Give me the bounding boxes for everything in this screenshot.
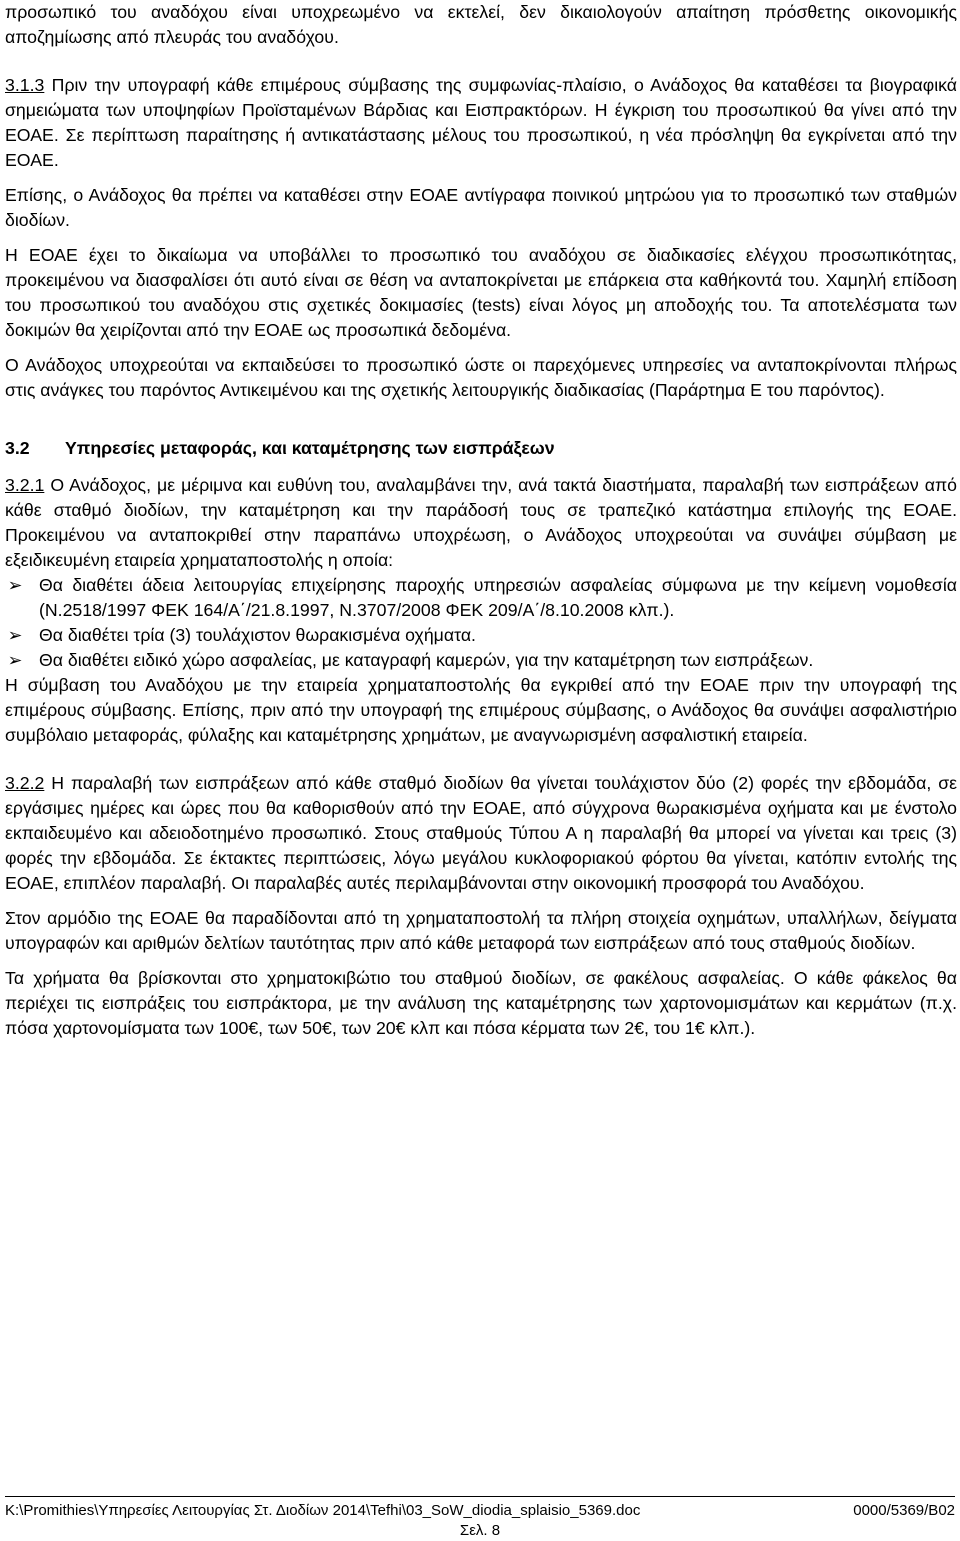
section-3-1-3-text: Πριν την υπογραφή κάθε επιμέρους σύμβασης της συμφωνίας-πλαίσιο, ο Ανάδοχος θα καταθέσει τα βιογραφικά σημειώματα των υποψηφίων Προϊσταμένων Βάρδιας και Εισπρακτόρων. Η έγκριση του προσωπικού θα γίνει από την ΕΟΑΕ. Σε περίπτωση παραίτησης ή αντικατάστασης μέλους του προσωπικού, η νέα πρόσληψη θα εγκρίνεται από την ΕΟΑΕ. <box>5 75 957 170</box>
document-body <box>5 0 957 1041</box>
personality-tests-paragraph: Η ΕΟΑΕ έχει το δικαίωμα να υποβάλλει το προσωπικό του αναδόχου σε διαδικασίες ελέγχου προσωπικότητας, προκειμένου να διασφαλίσει ότι αυτό είναι σε θέση να ανταποκρίνεται με επάρκεια στα καθήκοντά του. Χαμηλή επίδοση του προσωπικού του αναδόχου στις σχετικές δοκιμασίες (tests) είναι λόγος μη αποδοχής του. Τα αποτελέσματα των δοκιμών θα χειρίζονται από την ΕΟΑΕ ως προσωπικά δεδομένα. <box>5 245 957 340</box>
contract-approval-paragraph: Η σύμβαση του Αναδόχου με την εταιρεία χρηματαποστολής θα εγκριθεί από την ΕΟΑΕ πριν την υπογραφή της επιμέρους σύμβασης. Επίσης, πριν από την υπογραφή της επιμέρους σύμβασης, ο Ανάδοχος θα συνάψει ασφαλιστήριο συμβόλαιο μεταφοράς, φύλαξης και καταμέτρησης χρημάτων, με αναγνωρισμένη ασφαλιστική εταιρεία. <box>5 675 957 745</box>
section-3-2-1-text: Ο Ανάδοχος, με μέριμνα και ευθύνη του, αναλαμβάνει την, ανά τακτά διαστήματα, παραλαβή των εισπράξεων από κάθε σταθμό διοδίων, την καταμέτρηση και την παράδοσή τους σε τραπεζικό κατάστημα επιλογής της ΕΟΑΕ. Προκειμένου να ανταποκριθεί στην παραπάνω υποχρέωση, ο Ανάδοχος υποχρεούται να συνάψει σύμβαση με εξειδικευμένη εταιρεία χρηματαποστολής η οποία: <box>5 475 957 570</box>
section-3-2-heading <box>5 436 957 461</box>
section-3-2-2-paragraph <box>5 771 957 896</box>
training-paragraph: Ο Ανάδοχος υποχρεούται να εκπαιδεύσει το προσωπικό ώστε οι παρεχόμενες υπηρεσίες να ανταποκρίνονται πλήρως στις ανάγκες του παρόντος Αντικειμένου και της σχετικής λειτουργικής διαδικασίας (Παράρτημα Ε του παρόντος). <box>5 355 957 400</box>
section-3-1-3-number: 3.1.3 <box>5 75 45 95</box>
section-3-1-3-paragraph <box>5 73 957 173</box>
list-item <box>5 648 957 673</box>
list-item-text: Θα διαθέτει άδεια λειτουργίας επιχείρησης παροχής υπηρεσιών ασφαλείας σύμφωνα με την κείμενη νομοθεσία (Ν.2518/1997 ΦΕΚ 164/Α΄/21.8.1997, Ν.3707/2008 ΦΕΚ 209/Α΄/8.10.2008 κλπ.). <box>39 575 957 620</box>
intro-paragraph: προσωπικό του αναδόχου είναι υποχρεωμένο να εκτελεί, δεν δικαιολογούν απαίτηση πρόσθετης οικονομικής αποζημίωσης από πλευράς του αναδόχου. <box>5 2 957 47</box>
footer-divider <box>5 1496 955 1497</box>
section-3-2-title: Υπηρεσίες μεταφοράς, και καταμέτρησης των εισπράξεων <box>65 438 555 458</box>
criminal-record-paragraph: Επίσης, ο Ανάδοχος θα πρέπει να καταθέσει στην ΕΟΑΕ αντίγραφα ποινικού μητρώου για το προσωπικό των σταθμών διοδίων. <box>5 185 957 230</box>
arrow-bullet-icon: ➢ <box>7 650 23 670</box>
officer-delivery-paragraph: Στον αρμόδιο της ΕΟΑΕ θα παραδίδονται από τη χρηματαποστολή τα πλήρη στοιχεία οχημάτων, υπαλλήλων, δείγματα υπογραφών και αριθμών δελτίων ταυτότητας πριν από κάθε μεταφορά των εισπράξεων από τους σταθμούς διοδίων. <box>5 908 957 953</box>
list-item-text: Θα διαθέτει τρία (3) τουλάχιστον θωρακισμένα οχήματα. <box>39 625 476 645</box>
section-3-2-number: 3.2 <box>5 438 30 458</box>
list-item <box>5 573 957 623</box>
section-3-2-1-number: 3.2.1 <box>5 475 45 495</box>
section-3-2-2-text: Η παραλαβή των εισπράξεων από κάθε σταθμό διοδίων θα γίνεται τουλάχιστον δύο (2) φορές την εβδομάδα, σε εργάσιμες ημέρες και ώρες που θα καθορισθούν από την ΕΟΑΕ, από σύγχρονα θωρακισμένα οχήματα και με ένστολο εκπαιδευμένο και αδειοδοτημένο προσωπικό. Στους σταθμούς Τύπου Α η παραλαβή θα μπορεί να γίνεται και τρεις (3) φορές την εβδομάδα. Σε έκτακτες περιπτώσεις, λόγω μεγάλου κυκλοφοριακού φόρτου θα γίνεται, κατόπιν εντολής της ΕΟΑΕ, επιπλέον παραλαβή. Οι παραλαβές αυτές περιλαμβάνονται στην οικονομική προσφορά του Αναδόχου. <box>5 773 957 893</box>
page-number: Σελ. 8 <box>459 1522 501 1539</box>
list-item <box>5 623 957 648</box>
footer-document-code: 0000/5369/Β02 <box>853 1502 955 1519</box>
arrow-bullet-icon: ➢ <box>7 625 23 645</box>
list-item-text: Θα διαθέτει ειδικό χώρο ασφαλείας, με καταγραφή καμερών, για την καταμέτρηση των εισπράξεων. <box>39 650 814 670</box>
requirements-list <box>5 573 957 673</box>
arrow-bullet-icon: ➢ <box>7 575 23 595</box>
footer-file-path: K:\Promithies\Υπηρεσίες Λειτουργίας Στ. Διοδίων 2014\Tefhi\03_SoW_diodia_splaisio_5369.doc <box>5 1502 641 1519</box>
section-3-2-2-number: 3.2.2 <box>5 773 45 793</box>
cash-safe-paragraph: Τα χρήματα θα βρίσκονται στο χρηματοκιβώτιο του σταθμού διοδίων, σε φακέλους ασφαλείας. Ο κάθε φάκελος θα περιέχει τις εισπράξεις του εισπράκτορα, με την ανάλυση της καταμέτρησης των χαρτονομισμάτων και κερμάτων (π.χ. πόσα χαρτονομίσματα των 100€, των 50€, των 20€ κλπ και πόσα κέρματα των 2€, του 1€ κλπ.). <box>5 968 957 1038</box>
section-3-2-1-paragraph <box>5 473 957 573</box>
